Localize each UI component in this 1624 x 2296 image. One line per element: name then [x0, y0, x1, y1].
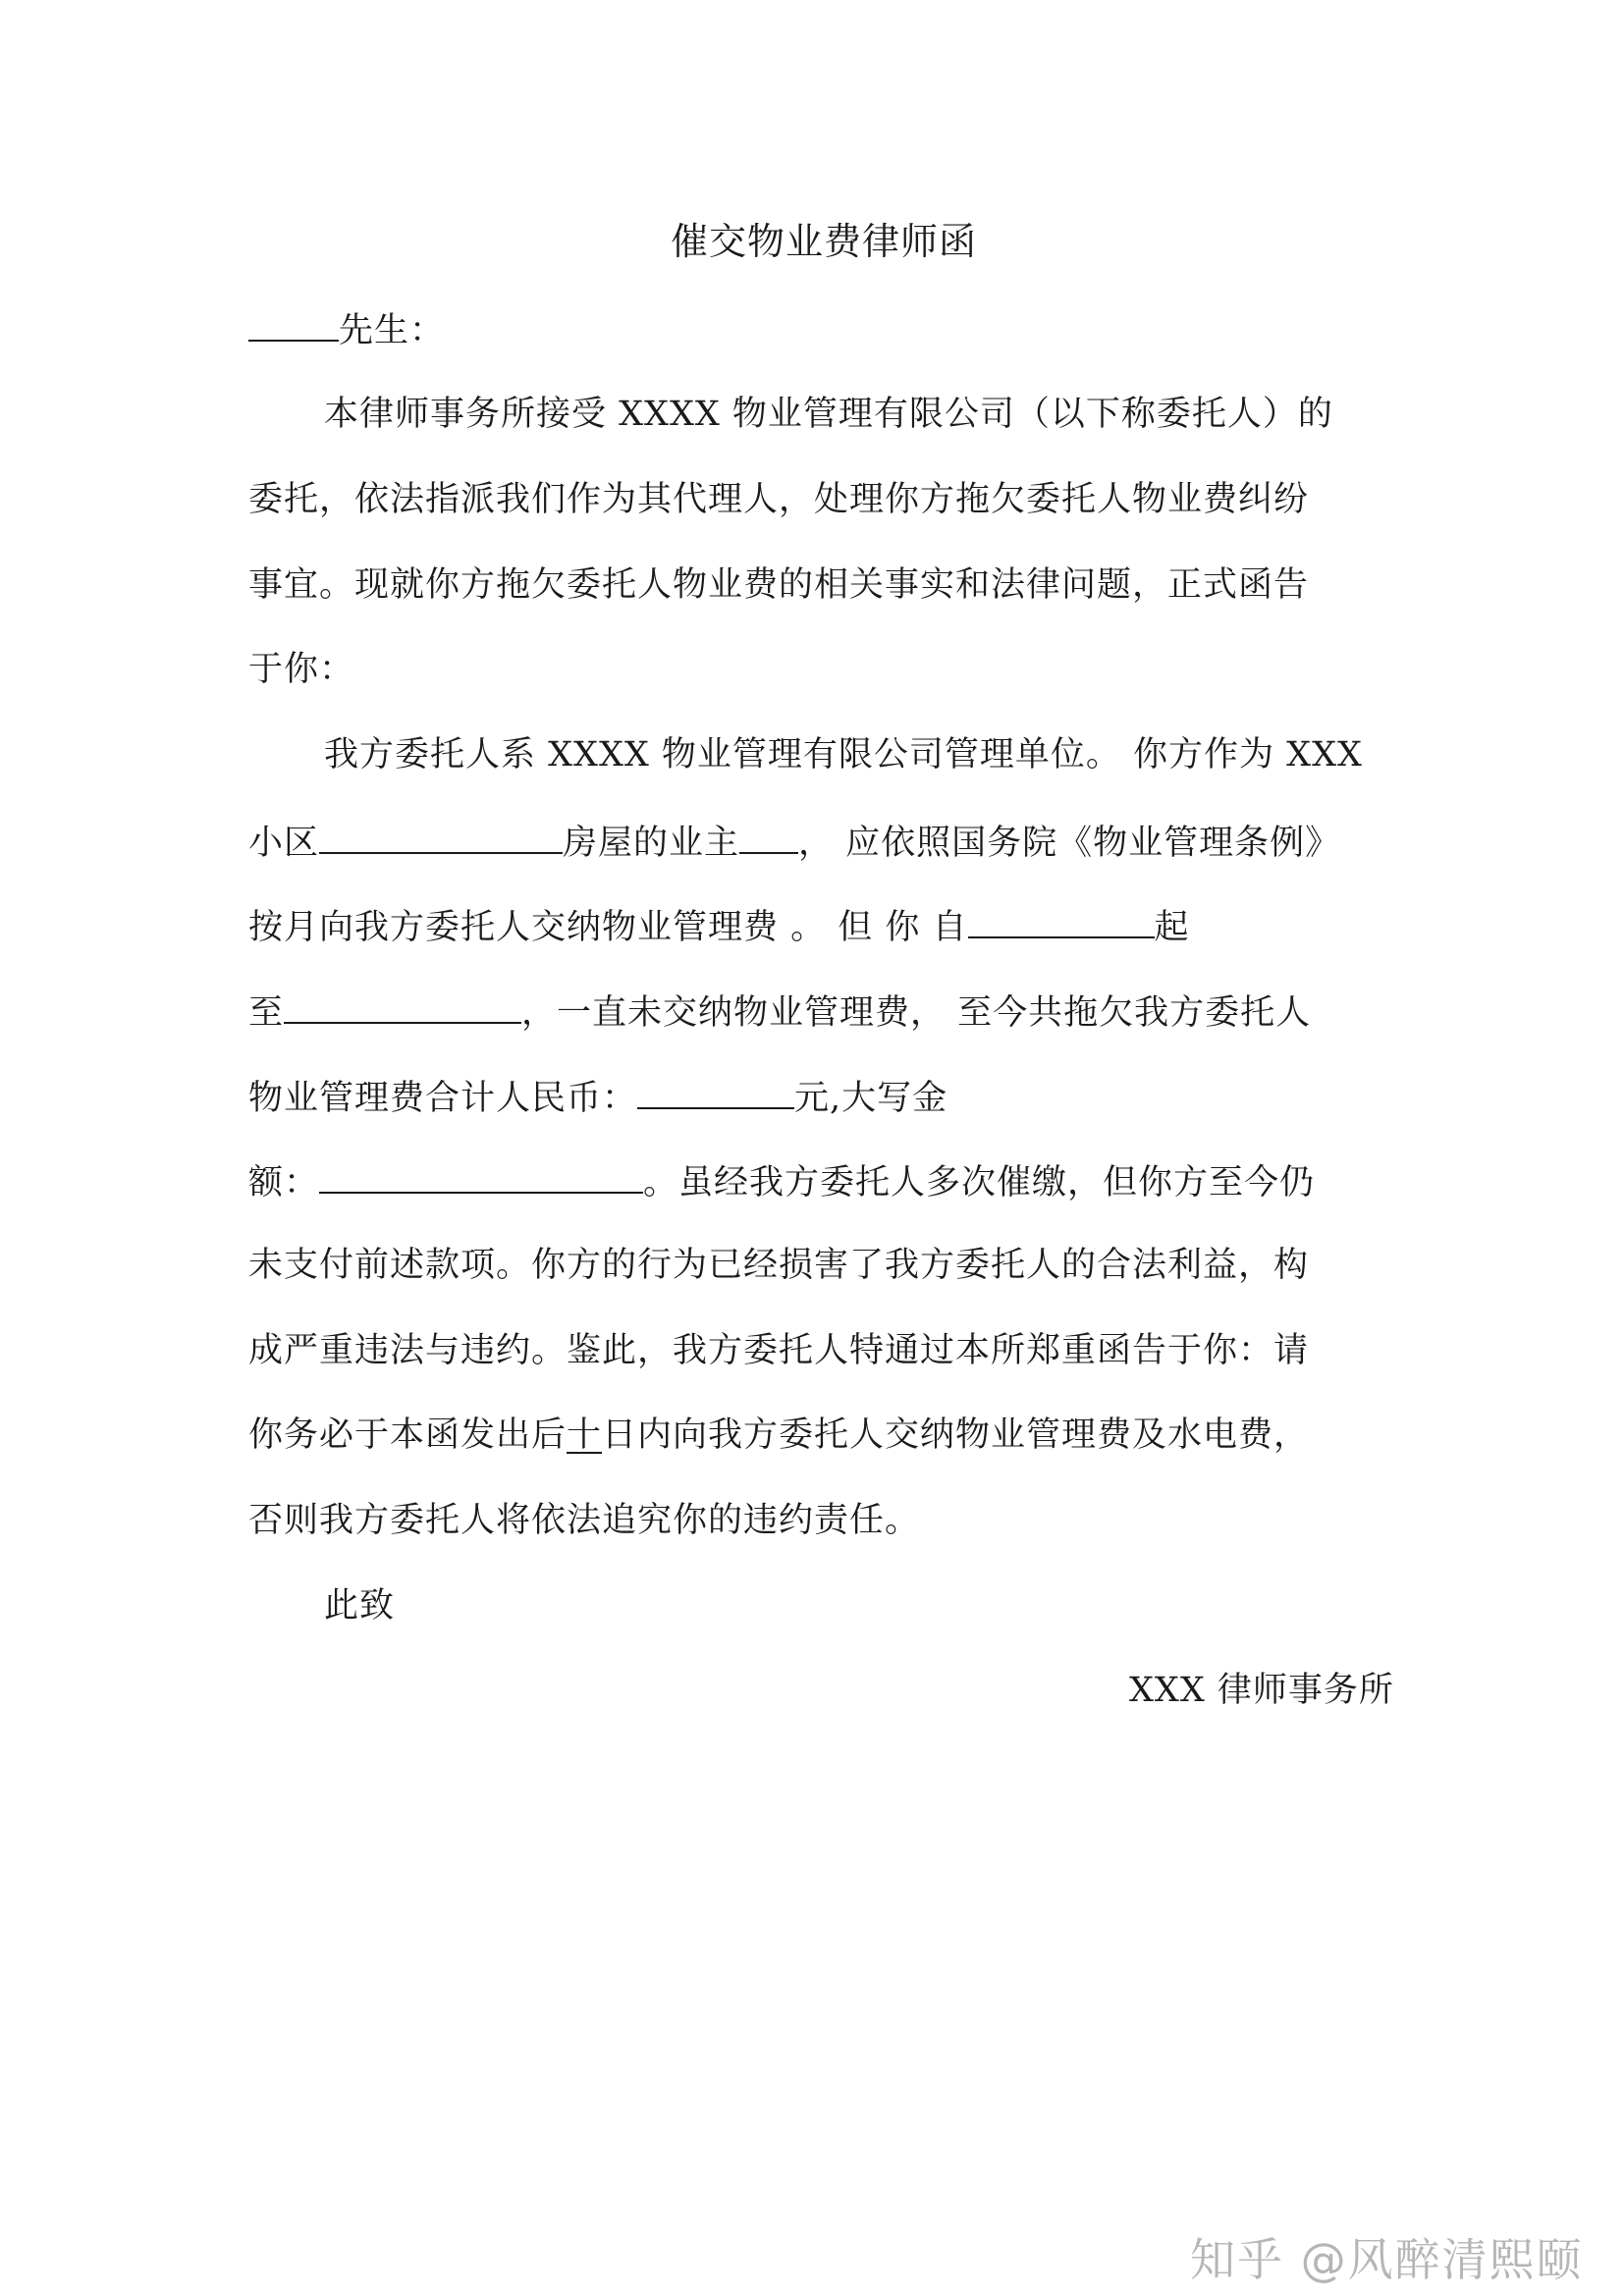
ten-days-underlined: 十: [567, 1415, 603, 1455]
amount-words-blank[interactable]: [319, 1156, 643, 1194]
para2-line7: 未支付前述款项。你方的行为已经损害了我方委托人的合法利益，构: [248, 1246, 1310, 1285]
para2-line3: 按月向我方委托人交纳物业管理费 。 但 你 自 起: [248, 901, 1190, 951]
community-blank[interactable]: [319, 817, 563, 854]
para1-line1: 本律师事务所接受 XXXX 物业管理有限公司（以下称委托人）的: [324, 395, 1333, 434]
para2-line6: 额： 。虽经我方委托人多次催缴，但你方至今仍: [248, 1156, 1315, 1206]
owner-blank[interactable]: [739, 817, 798, 854]
name-blank[interactable]: [248, 304, 339, 342]
salutation: 先生：: [248, 304, 445, 354]
para2-line1: 我方委托人系 XXXX 物业管理有限公司管理单位。 你方作为 XXX: [324, 735, 1363, 774]
amount-blank[interactable]: [637, 1072, 794, 1109]
para2-line4: 至 ，一直未交纳物业管理费， 至今共拖欠我方委托人: [248, 987, 1311, 1037]
end-date-blank[interactable]: [284, 987, 521, 1024]
watermark: 知乎 @风醉清熙颐: [1190, 2233, 1584, 2286]
para2-line9: 你务必于本函发出后十日内向我方委托人交纳物业管理费及水电费，: [248, 1415, 1310, 1455]
para1-line2: 委托，依法指派我们作为其代理人，处理你方拖欠委托人物业费纠纷: [248, 480, 1310, 519]
para1-line4: 于你：: [248, 650, 355, 689]
para2-line10: 否则我方委托人将依法追究你的违约责任。: [248, 1501, 921, 1540]
para2-line2: 小区 房屋的业主 ， 应依照国务院《物业管理条例》: [248, 817, 1340, 867]
start-date-blank[interactable]: [968, 901, 1155, 938]
para2-line5: 物业管理费合计人民币： 元,大写金: [248, 1072, 947, 1122]
signature: XXX 律师事务所: [1129, 1671, 1394, 1710]
document-title: 催交物业费律师函: [671, 220, 978, 263]
closing: 此致: [324, 1586, 396, 1626]
para1-line3: 事宜。现就你方拖欠委托人物业费的相关事实和法律问题，正式函告: [248, 565, 1310, 605]
para2-line8: 成严重违法与违约。鉴此，我方委托人特通过本所郑重函告于你：请: [248, 1331, 1310, 1370]
